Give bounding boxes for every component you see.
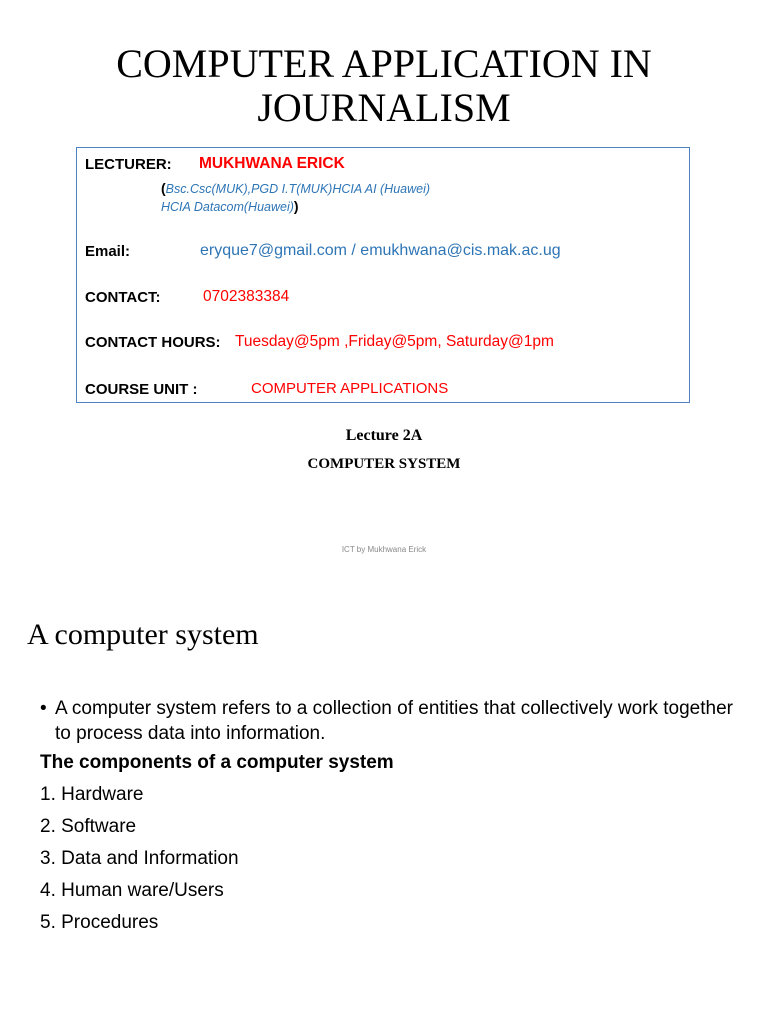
slide-computer-system <box>0 588 768 1024</box>
lecturer-info-box <box>76 147 690 403</box>
list-item: 4. Human ware/Users <box>40 880 224 901</box>
bullet-dot: • <box>40 698 47 719</box>
title-line-1: COMPUTER APPLICATION IN <box>116 41 652 86</box>
definition-text: A computer system refers to a collection of entities that collectively work together to process data into information. <box>55 698 733 744</box>
lecturer-name: MUKHWANA ERICK <box>199 155 345 172</box>
contact-value: 0702383384 <box>203 288 290 305</box>
lecture-topic: COMPUTER SYSTEM <box>307 456 461 472</box>
title-line-2: JOURNALISM <box>257 85 511 130</box>
contact-hours-label: CONTACT HOURS: <box>85 334 221 351</box>
course-unit-label: COURSE UNIT : <box>85 381 198 398</box>
slide-footer: ICT by Mukhwana Erick <box>341 545 427 554</box>
quals-line-1: Bsc.Csc(MUK),PGD I.T(MUK)HCIA AI (Huawei) <box>165 182 431 196</box>
course-unit-value: COMPUTER APPLICATIONS <box>251 380 449 397</box>
lecturer-label: LECTURER: <box>85 156 172 173</box>
lecturer-qualifications <box>161 180 430 216</box>
contact-label: CONTACT: <box>85 289 161 306</box>
list-item: 1. Hardware <box>40 784 144 805</box>
quals-close: ) <box>293 198 299 214</box>
quals-line-2: HCIA Datacom(Huawei) <box>161 200 294 214</box>
lecture-number: Lecture 2A <box>345 427 423 444</box>
components-heading: The components of a computer system <box>40 752 394 773</box>
slide-heading: A computer system <box>27 618 259 651</box>
list-item: 5. Procedures <box>40 912 159 933</box>
list-item: 2. Software <box>40 816 137 837</box>
contact-hours-value: Tuesday@5pm ,Friday@5pm, Saturday@1pm <box>235 333 554 350</box>
quals-open: ( <box>161 180 166 196</box>
email-label: Email: <box>85 243 131 260</box>
list-item: 3. Data and Information <box>40 848 239 869</box>
email-value: eryque7@gmail.com / emukhwana@cis.mak.ac.ug <box>200 242 561 259</box>
